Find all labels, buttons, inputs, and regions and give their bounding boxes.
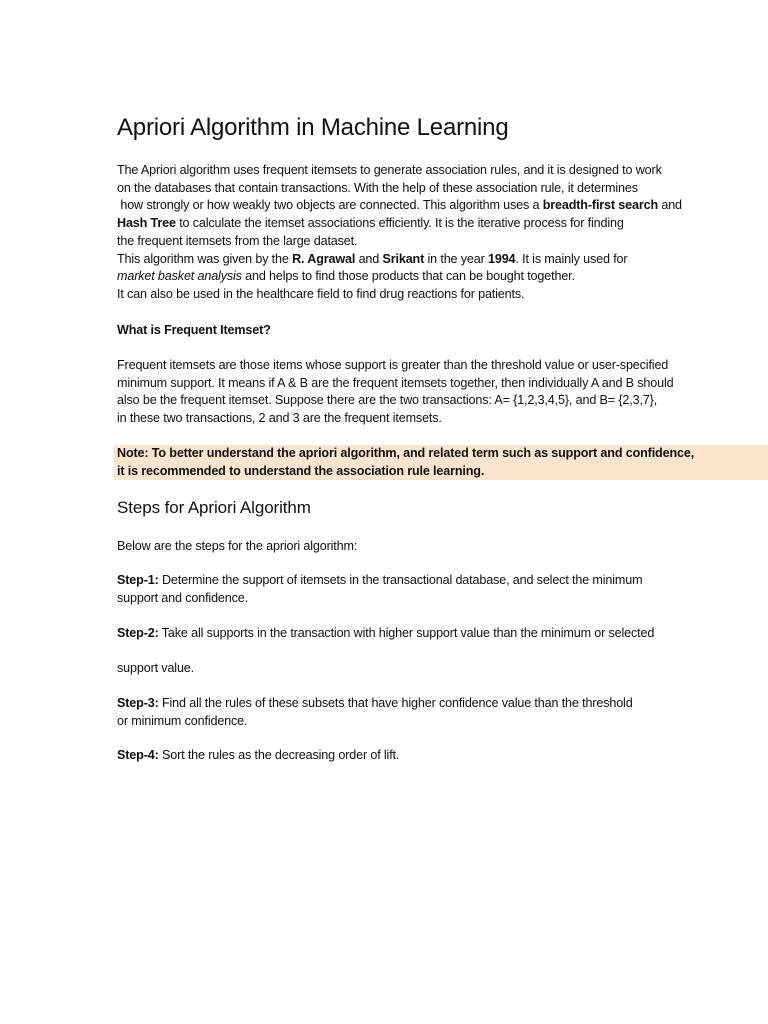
- steps-heading: Steps for Apriori Algorithm: [117, 498, 311, 517]
- intro-line-2: on the databases that contain transactions. With the help of these association rule, it determines: [117, 180, 638, 195]
- note-paragraph: [117, 445, 694, 480]
- intro-line-7: [117, 268, 682, 286]
- intro-line-6: [117, 251, 682, 269]
- intro-line-3: [117, 197, 682, 215]
- intro-line-7-text: and helps to find those products that can be bought together.: [241, 269, 575, 284]
- hash-tree-term: Hash Tree: [117, 216, 176, 231]
- step-2-text: Take all supports in the transaction with higher support value than the minimum or selected: [158, 626, 655, 640]
- intro-line-4: [117, 215, 682, 233]
- step-1-label: Step-1:: [117, 573, 159, 587]
- step-2-continuation: support value.: [117, 661, 195, 675]
- step-3-label: Step-3:: [117, 696, 159, 710]
- step-1-line-1: [117, 572, 642, 590]
- market-basket-term: market basket analysis: [117, 269, 242, 284]
- step-3: [117, 695, 633, 730]
- step-1-line-2: support and confidence.: [117, 590, 248, 605]
- intro-line-6-c: in the year: [424, 251, 488, 266]
- year-1994: 1994: [488, 251, 516, 266]
- intro-line-3-text: how strongly or how weakly two objects are connected. This algorithm uses a: [117, 198, 543, 213]
- note-line-2: it is recommended to understand the association rule learning.: [117, 463, 485, 478]
- step-3-text: Find all the rules of these subsets that have higher confidence value than the threshold: [158, 696, 633, 710]
- bfs-term: breadth-first search: [542, 198, 658, 213]
- frequent-line-3: also be the frequent itemset. Suppose there are the two transactions: A= {1,2,3,4,5}, and B= {2,3,7},: [117, 393, 658, 408]
- intro-line-6-a: This algorithm was given by the: [117, 251, 293, 266]
- frequent-itemset-heading: What is Frequent Itemset?: [117, 323, 271, 337]
- intro-line-1: The Apriori algorithm uses frequent itemsets to generate association rules, and it is designed to work: [117, 163, 662, 177]
- step-1: [117, 572, 642, 607]
- step-1-text: Determine the support of itemsets in the transactional database, and select the minimum: [158, 573, 643, 587]
- intro-line-6-b: and: [355, 251, 383, 266]
- frequent-line-2: minimum support. It means if A & B are the frequent itemsets together, then individually A and B should: [117, 375, 674, 390]
- author-srikant: Srikant: [382, 251, 425, 266]
- step-4-line-1: [117, 747, 399, 765]
- step-2-line-1: [117, 625, 654, 643]
- step-2-label: Step-2:: [117, 626, 159, 640]
- author-agrawal: R. Agrawal: [292, 251, 356, 266]
- step-3-line-2: or minimum confidence.: [117, 713, 248, 728]
- step-4-label: Step-4:: [117, 748, 159, 762]
- note-line-1: Note: To better understand the apriori algorithm, and related term such as support and confidence,: [117, 446, 695, 460]
- step-2: [117, 625, 654, 643]
- frequent-itemset-paragraph: [117, 357, 674, 428]
- frequent-line-4: in these two transactions, 2 and 3 are the frequent itemsets.: [117, 411, 442, 426]
- step-3-line-1: [117, 695, 633, 713]
- intro-line-5: the frequent itemsets from the large dataset.: [117, 233, 358, 248]
- step-4: [117, 747, 399, 765]
- intro-paragraph: [117, 162, 682, 304]
- page-title: Apriori Algorithm in Machine Learning: [117, 114, 509, 141]
- step-4-text: Sort the rules as the decreasing order of lift.: [158, 748, 400, 762]
- intro-line-4-text: to calculate the itemset associations efficiently. It is the iterative process for finding: [175, 216, 624, 231]
- intro-line-3-end: and: [658, 198, 682, 213]
- intro-line-6-d: . It is mainly used for: [515, 251, 628, 266]
- intro-line-8: It can also be used in the healthcare field to find drug reactions for patients.: [117, 286, 525, 301]
- frequent-line-1: Frequent itemsets are those items whose support is greater than the threshold value or user-specified: [117, 358, 669, 372]
- steps-intro: Below are the steps for the apriori algorithm:: [117, 539, 358, 553]
